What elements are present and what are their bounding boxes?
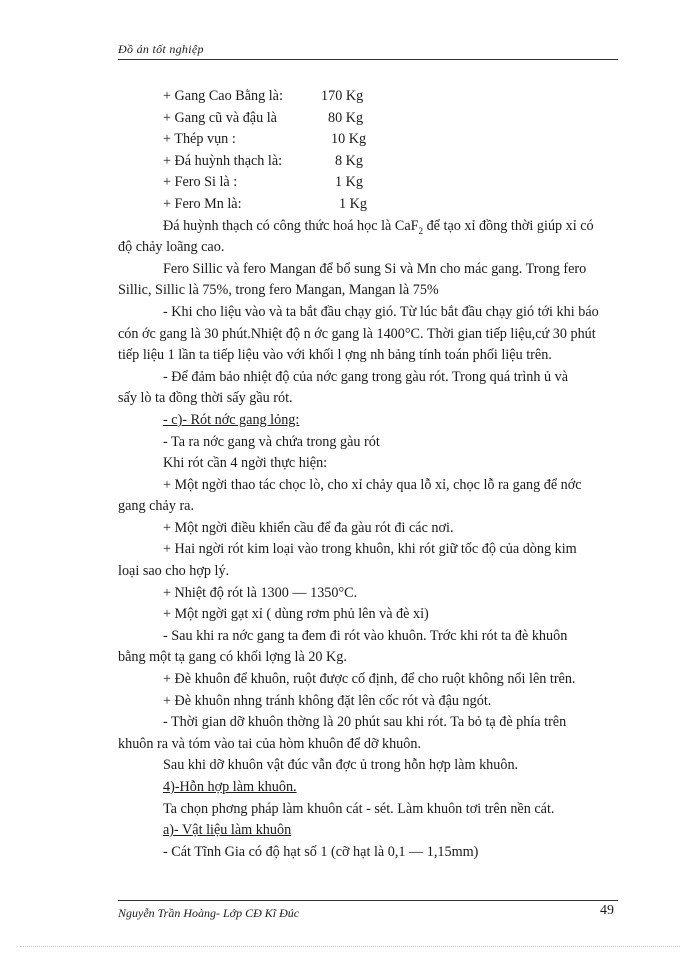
section-heading-4: 4)-Hỗn hợp làm khuôn.	[163, 779, 297, 795]
material-value: 170 Kg	[321, 88, 364, 104]
material-line	[163, 194, 618, 216]
paragraph-line: khuôn ra và tóm vào tai của hòm khuôn để dỡ khuôn.	[118, 735, 422, 752]
paragraph-line: sấy lò ta đồng thời sấy gầu rót.	[118, 390, 293, 407]
paragraph-line: - Để đảm bảo nhiệt độ của nớc gang trong gàu rót. Trong quá trình ủ và	[163, 368, 569, 385]
paragraph-line: bằng một tạ gang có khối lợng là 20 Kg.	[118, 649, 347, 666]
document-body	[118, 86, 618, 863]
material-value: 1 Kg	[335, 174, 363, 191]
paragraph-line: - Ta ra nớc gang và chứa trong gàu rót	[163, 433, 380, 450]
material-label: + Thép vụn :	[163, 131, 236, 148]
paragraph-line: Ta chọn phơng pháp làm khuôn cát - sét. Làm khuôn tơi trên nền cát.	[163, 800, 555, 817]
material-line	[163, 172, 618, 194]
material-label: + Gang Cao Bằng là:	[163, 88, 283, 104]
paragraph-line: Đá huỳnh thạch có công thức hoá học là CaF$_2$ để tạo xỉ đồng thời giúp xỉ có	[163, 217, 594, 236]
material-label: + Đá huỳnh thạch là:	[163, 152, 283, 169]
paragraph-line: + Một ngời thao tác chọc lò, cho xỉ chảy qua lỗ xỉ, chọc lỗ ra gang để nớc	[163, 476, 582, 493]
paragraph-line: + Đè khuôn nhng tránh không đặt lên cốc rót và đậu ngót.	[163, 692, 492, 709]
paragraph-line: + Hai ngời rót kim loại vào trong khuôn, khi rót giữ tốc độ của dòng kim	[163, 541, 577, 558]
material-label: + Fero Mn là:	[163, 195, 242, 212]
paragraph-line: - Khi cho liệu vào và ta bắt đầu chạy gió. Từ lúc bắt đầu chạy gió tới khi báo	[163, 303, 599, 320]
material-line	[163, 151, 618, 173]
material-line	[163, 86, 618, 108]
paragraph-line: cón ớc gang là 30 phút.Nhiệt độ n ớc gang là 1400°C. Thời gian tiếp liệu,cứ 30 phút	[118, 325, 596, 342]
header-divider	[118, 59, 618, 60]
paragraph-line: gang chảy ra.	[118, 498, 195, 515]
material-value: 10 Kg	[331, 131, 367, 148]
paragraph-line: loại sao cho hợp lý.	[118, 563, 230, 580]
material-value: 8 Kg	[335, 152, 363, 169]
page-header-title: Đồ án tốt nghiệp	[118, 42, 204, 56]
paragraph-line: tiếp liệu 1 lần ta tiếp liệu vào với khối l ợng nh bảng tính toán phối liệu trên.	[118, 347, 552, 364]
footer-divider	[118, 900, 618, 901]
paragraph-line: - Thời gian dỡ khuôn thờng là 20 phút sau khi rót. Ta bỏ tạ đè phía trên	[163, 714, 567, 731]
material-value: 1 Kg	[339, 195, 367, 212]
paragraph-line: Khi rót cần 4 ngời thực hiện:	[163, 455, 328, 472]
paragraph-line: - Sau khi ra nớc gang ta đem đi rót vào khuôn. Trớc khi rót ta đè khuôn	[163, 627, 568, 644]
paragraph-line: Fero Sillic và fero Mangan để bổ sung Si và Mn cho mác gang. Trong fero	[163, 260, 587, 277]
paragraph-line: Sillic, Sillic là 75%, trong fero Mangan, Mangan là 75%	[118, 282, 439, 299]
paragraph-line: + Một ngời điều khiển cầu để đa gàu rót đi các nơi.	[163, 519, 454, 536]
material-value: 80 Kg	[328, 109, 364, 126]
page-bottom-border	[20, 946, 680, 947]
paragraph-line: Sau khi dỡ khuôn vật đúc vẫn đợc ủ trong hỗn hợp làm khuôn.	[163, 757, 519, 774]
paragraph-line: + Đè khuôn để khuôn, ruột được cố định, để cho ruột không nổi lên trên.	[163, 671, 576, 688]
paragraph-line: + Một ngời gạt xỉ ( dùng rơm phủ lên và đè xỉ)	[163, 606, 429, 623]
paragraph-line: - Cát Tĩnh Gia có độ hạt số 1 (cỡ hạt là 0,1 — 1,15mm)	[163, 843, 479, 860]
section-heading-c: - c)- Rót nớc gang lỏng:	[163, 411, 300, 428]
page-number: 49	[600, 903, 614, 918]
material-label: + Gang cũ và đậu là	[163, 109, 277, 126]
material-line	[163, 108, 618, 130]
footer-author: Nguyễn Trần Hoàng- Lớp CĐ Kĩ Đúc	[118, 906, 300, 920]
section-heading-a: a)- Vật liệu làm khuôn	[163, 822, 292, 839]
paragraph-line: độ chảy loãng cao.	[118, 239, 225, 256]
material-label: + Fero Si là :	[163, 174, 238, 191]
paragraph-line: + Nhiệt độ rót là 1300 — 1350°C.	[163, 584, 358, 601]
material-line	[163, 129, 618, 151]
